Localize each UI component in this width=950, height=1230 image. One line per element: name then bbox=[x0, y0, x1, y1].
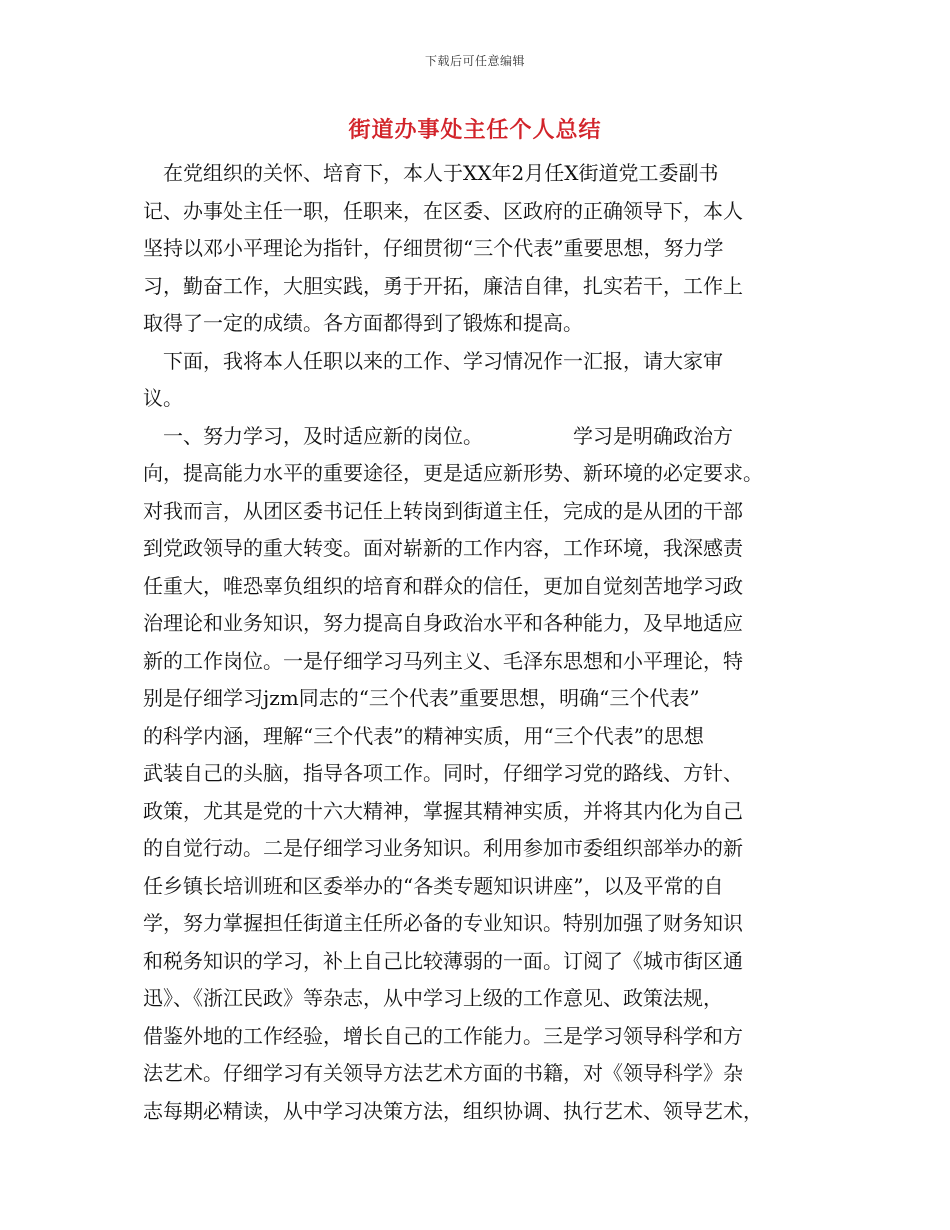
text-line: 新的工作岗位。一是仔细学习马列主义、毛泽东思想和小平理论，特 bbox=[143, 648, 743, 673]
text-line: 武装自己的头脑，指导各项工作。同时，仔细学习党的路线、方针、 bbox=[143, 761, 743, 785]
text-line: 任重大，唯恐辜负组织的培育和群众的信任，更加自觉刻苦地学习政 bbox=[143, 573, 743, 598]
text-line: 任乡镇长培训班和区委举办的“各类专题知识讲座”，以及平常的自 bbox=[143, 873, 724, 898]
text-line: 对我而言，从团区委书记任上转岗到街道主任，完成的是从团的干部 bbox=[143, 498, 743, 523]
text-line: 议。 bbox=[143, 386, 183, 410]
text-line: 在党组织的关怀、培育下，本人于XX年2月任X街道党工委副书 bbox=[143, 161, 719, 185]
text-line: 学，努力掌握担任街道主任所必备的专业知识。特别加强了财务知识 bbox=[143, 911, 743, 935]
text-line: 政策，尤其是党的十六大精神，掌握其精神实质，并将其内化为自己 bbox=[143, 798, 743, 823]
text-line: 到党政领导的重大转变。面对崭新的工作内容，工作环境，我深感责 bbox=[143, 536, 743, 560]
text-line: 治理论和业务知识，努力提高自身政治水平和各种能力，及早地适应 bbox=[143, 611, 743, 635]
text-line: 借鉴外地的工作经验，增长自己的工作能力。三是学习领导科学和方 bbox=[143, 1023, 743, 1048]
text-line: 一、努力学习，及时适应新的岗位。 学习是明确政治方 bbox=[143, 423, 733, 448]
text-line: 坚持以邓小平理论为指针，仔细贯彻“三个代表”重要思想，努力学 bbox=[143, 236, 724, 260]
header-note: 下载后可任意编辑 bbox=[424, 54, 525, 68]
body-text bbox=[143, 155, 808, 1130]
text-line: 和税务知识的学习，补上自己比较薄弱的一面。订阅了《城市街区通 bbox=[143, 948, 743, 973]
text-line: 法艺术。仔细学习有关领导方法艺术方面的书籍，对《领导科学》杂 bbox=[143, 1061, 743, 1085]
text-line: 别是仔细学习jzm同志的“三个代表”重要思想，明确“三个代表” bbox=[143, 686, 700, 710]
text-line: 迅》、《浙江民政》等杂志，从中学习上级的工作意见、政策法规， bbox=[143, 986, 723, 1010]
text-line: 取得了一定的成绩。各方面都得到了锻炼和提高。 bbox=[143, 311, 583, 335]
text-line: 志每期必精读，从中学习决策方法，组织协调、执行艺术、领导艺术， bbox=[143, 1098, 763, 1123]
text-line: 习，勤奋工作，大胆实践，勇于开拓，廉洁自律，扎实若干，工作上 bbox=[143, 273, 743, 298]
text-line: 的自觉行动。二是仔细学习业务知识。利用参加市委组织部举办的新 bbox=[143, 836, 743, 860]
text-line: 向，提高能力水平的重要途径，更是适应新形势、新环境的必定要求。 bbox=[143, 461, 763, 485]
document-title: 街道办事处主任个人总结 bbox=[348, 117, 602, 143]
text-line: 的科学内涵，理解“三个代表”的精神实质，用“三个代表”的思想 bbox=[143, 723, 704, 748]
text-line: 记、办事处主任一职，任职来，在区委、区政府的正确领导下，本人 bbox=[143, 198, 743, 223]
text-line: 下面，我将本人任职以来的工作、学习情况作一汇报，请大家审 bbox=[143, 348, 723, 373]
